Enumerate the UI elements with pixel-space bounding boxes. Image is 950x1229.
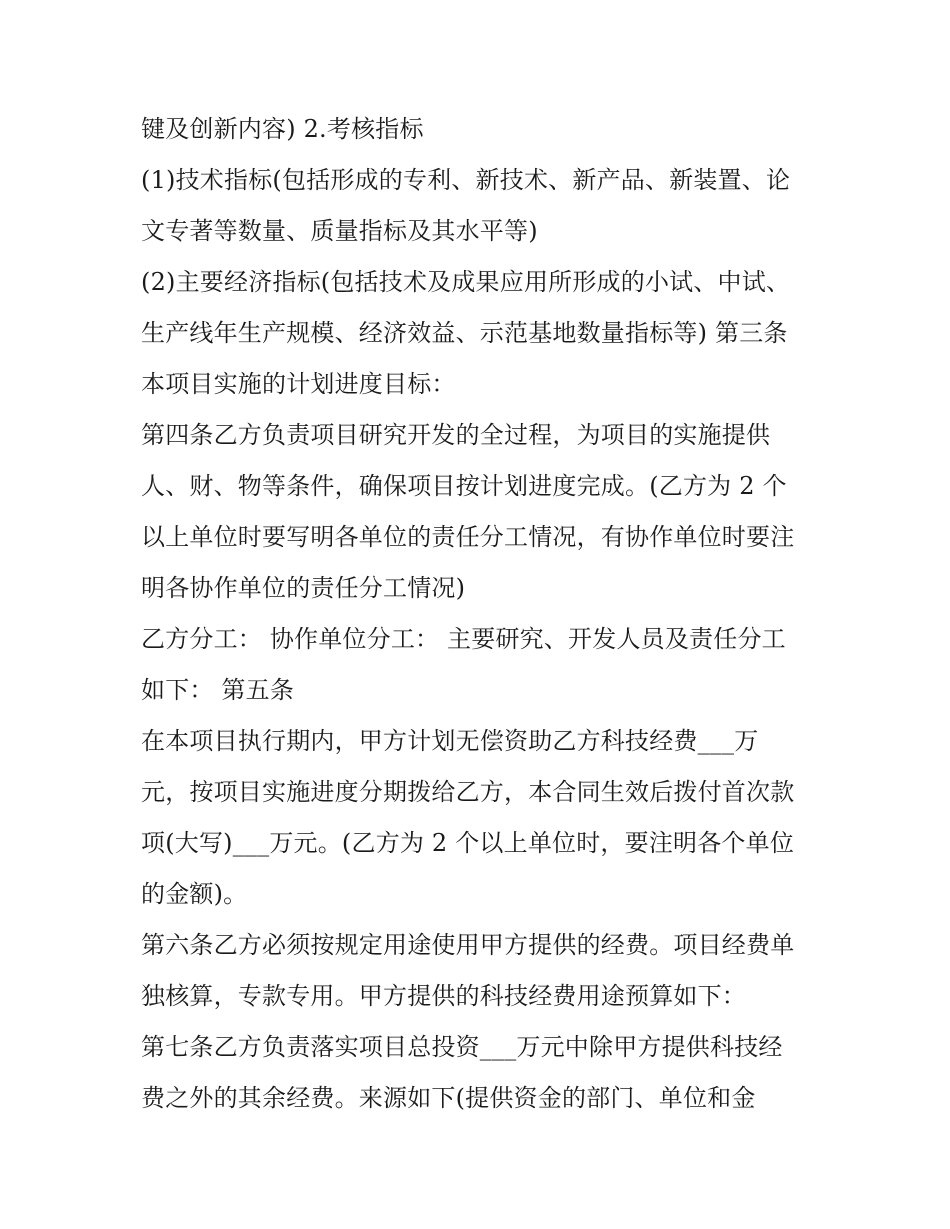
text-line: 本项目实施的计划进度目标：	[141, 370, 456, 398]
text-line: 以上单位时要写明各单位的责任分工情况，有协作单位时要注	[141, 523, 795, 551]
text-line: 第七条乙方负责落实项目总投资___万元中除甲方提供科技经	[141, 1033, 783, 1061]
text-line: (1)技术指标(包括形成的专利、新技术、新产品、新装置、论	[141, 166, 791, 194]
text-line: 第四条乙方负责项目研究开发的全过程，为项目的实施提供	[141, 421, 771, 449]
text-line: 项(大写)___万元。(乙方为 2 个以上单位时，要注明各个单位	[141, 829, 795, 857]
text-line: 如下： 第五条	[141, 676, 295, 704]
text-line: 生产线年生产规模、经济效益、示范基地数量指标等) 第三条	[141, 319, 788, 347]
text-line: 第六条乙方必须按规定用途使用甲方提供的经费。项目经费单	[141, 931, 795, 959]
text-line: 乙方分工： 协作单位分工： 主要研究、开发人员及责任分工	[141, 625, 786, 653]
text-line: 独核算，专款专用。甲方提供的科技经费用途预算如下：	[141, 982, 746, 1010]
text-line: 的金额)。	[141, 880, 248, 908]
text-line: 人、财、物等条件，确保项目按计划进度完成。(乙方为 2 个	[141, 472, 787, 500]
text-line: 明各协作单位的责任分工情况)	[141, 574, 466, 602]
text-line: 元，按项目实施进度分期拨给乙方，本合同生效后拨付首次款	[141, 778, 795, 806]
text-line: (2)主要经济指标(包括技术及成果应用所形成的小试、中试、	[141, 268, 791, 296]
text-line: 在本项目执行期内，甲方计划无偿资助乙方科技经费___万	[141, 727, 759, 755]
text-line: 文专著等数量、质量指标及其水平等)	[141, 217, 538, 245]
document-body	[141, 108, 821, 1128]
text-line: 费之外的其余经费。来源如下(提供资金的部门、单位和金	[141, 1084, 756, 1112]
text-line: 键及创新内容) 2.考核指标	[141, 115, 424, 143]
